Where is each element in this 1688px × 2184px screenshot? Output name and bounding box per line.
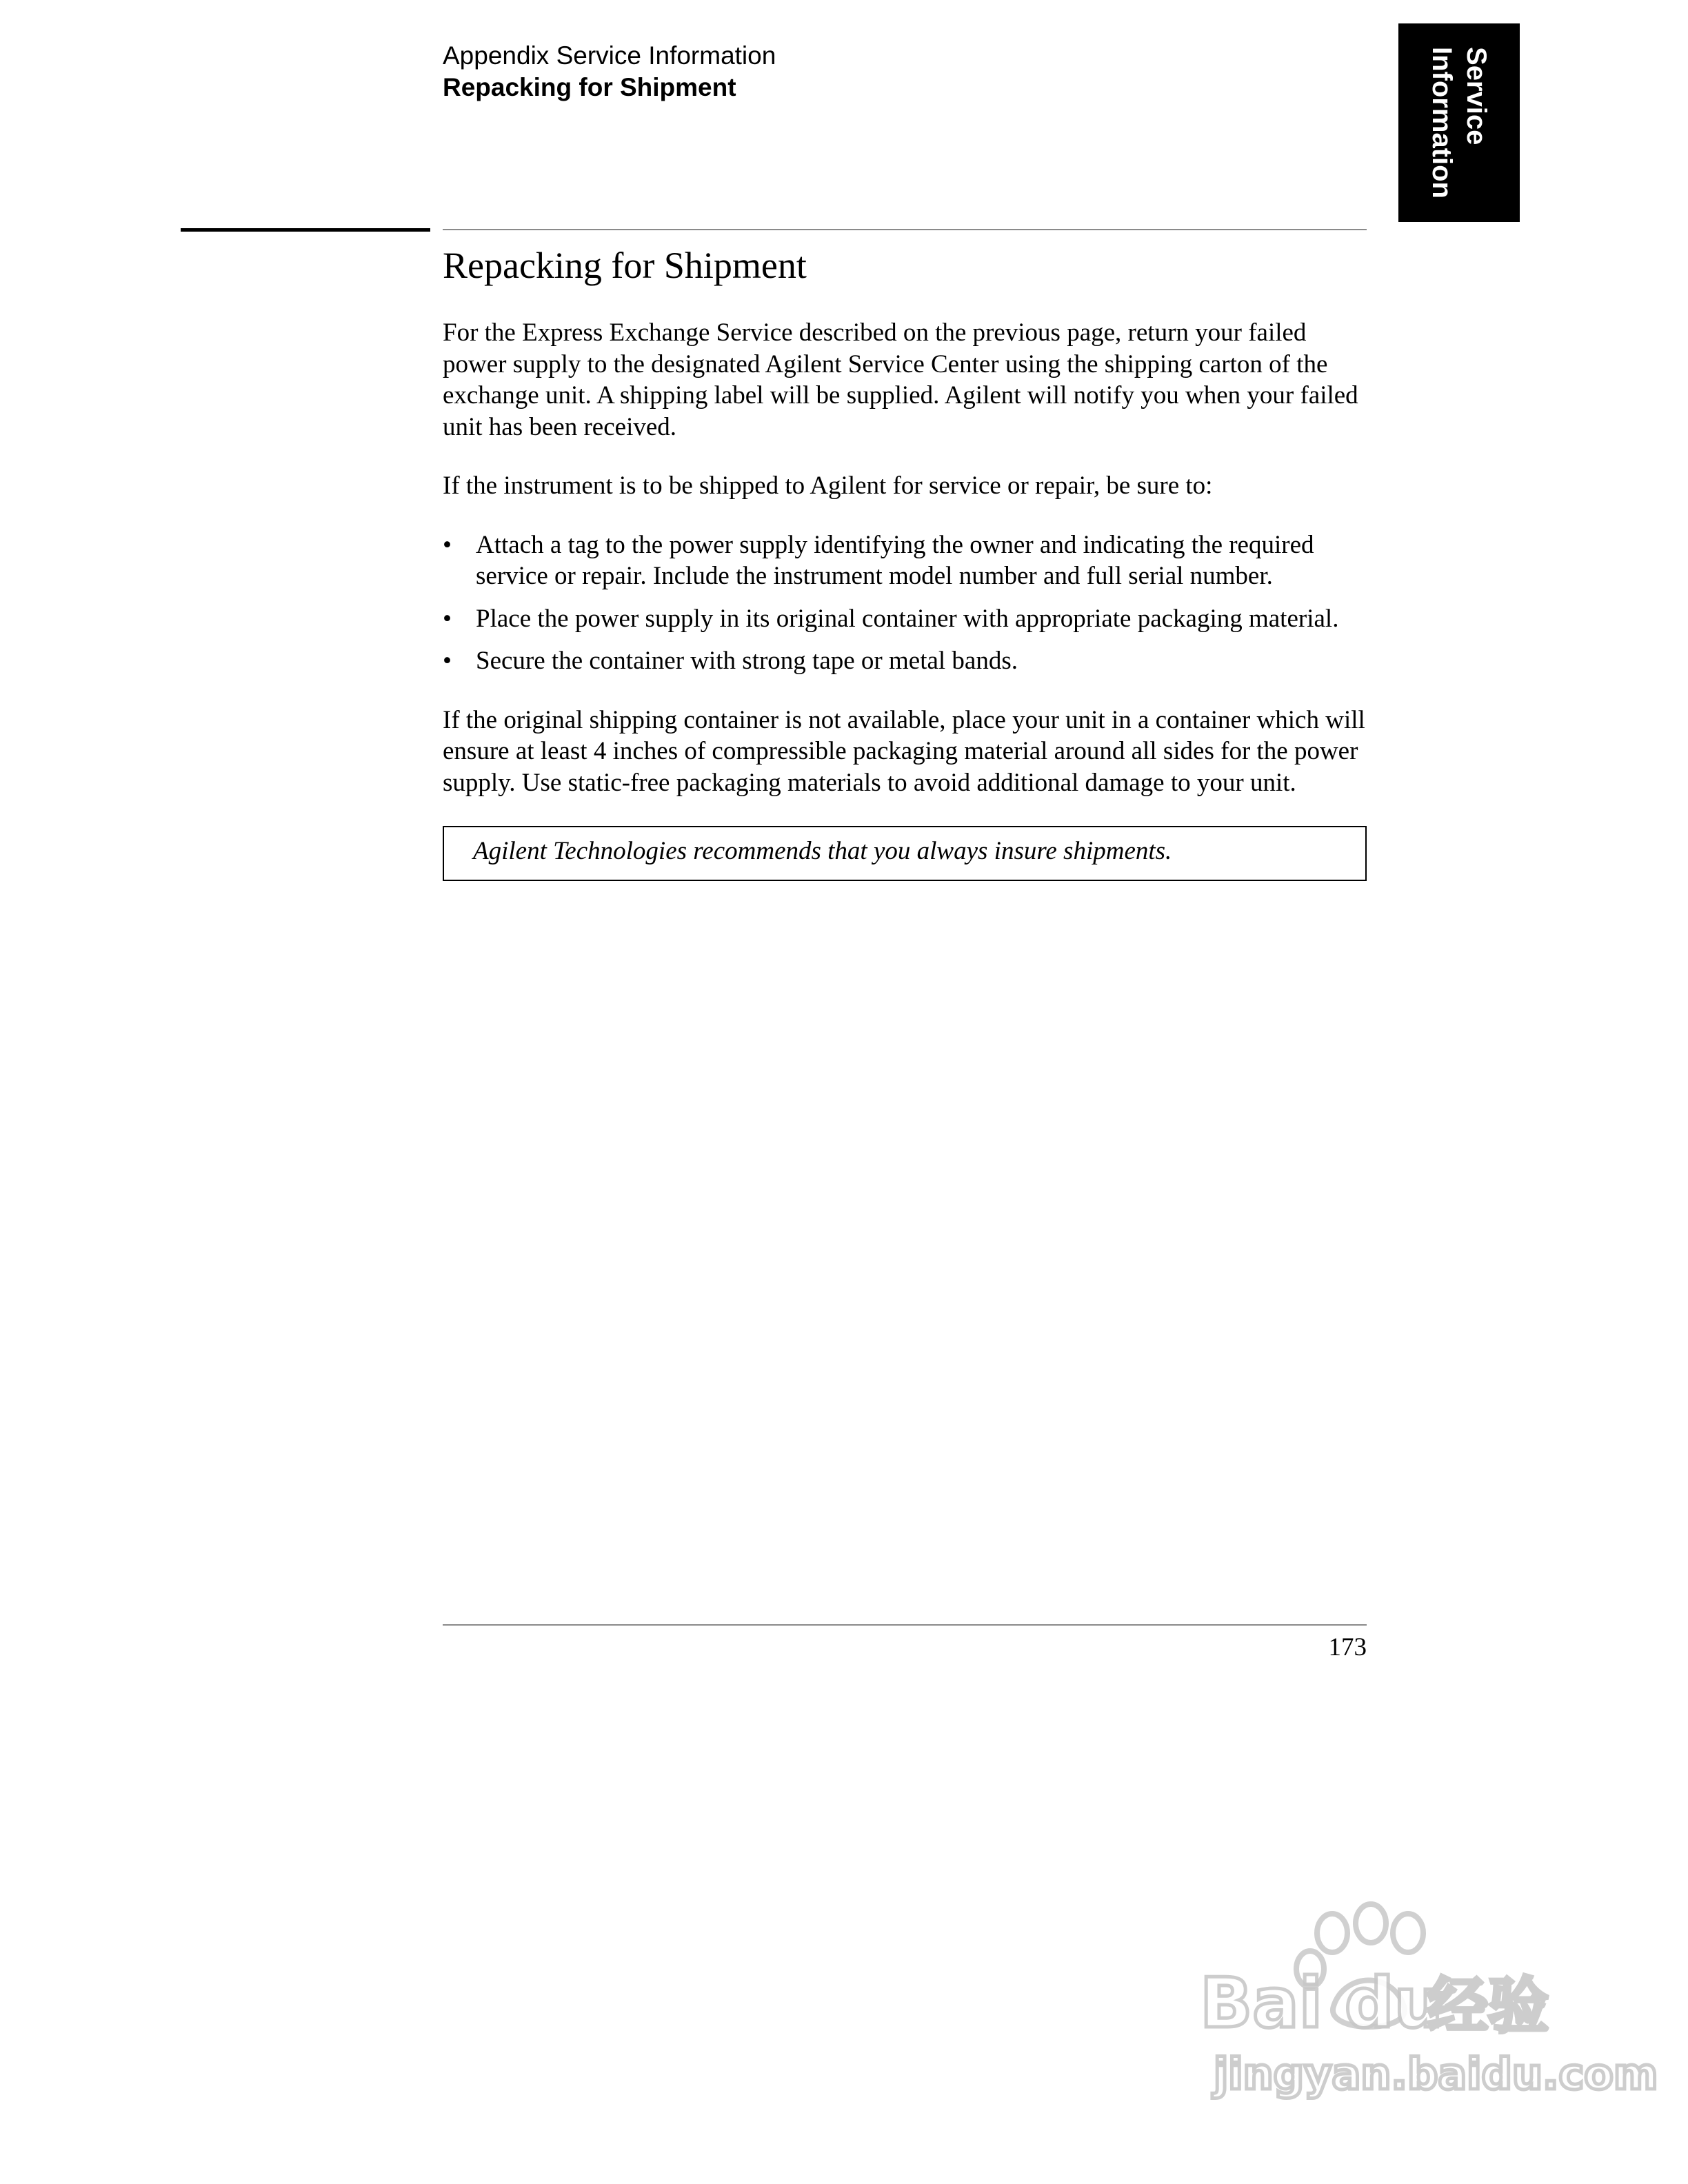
- bullet-icon: •: [443, 530, 452, 559]
- side-tab-line-2: Information: [1427, 47, 1457, 199]
- svg-text:Bai: Bai: [1200, 1963, 1323, 2043]
- shipping-checklist: [443, 529, 1367, 677]
- list-item: [443, 529, 1367, 592]
- paragraph-shipping-intro: If the instrument is to be shipped to Agilent for service or repair, be sure to:: [443, 472, 1213, 500]
- footer-divider: [443, 1624, 1367, 1626]
- svg-text:经验: 经验: [1427, 1970, 1549, 2041]
- section-title: Repacking for Shipment: [443, 245, 807, 286]
- running-header: [443, 40, 776, 103]
- paragraph-container-advice: If the original shipping container is not available, place your unit in a container which will ensure at least 4 inches of compressible packaging material around all sides for the power supply. Use static-free packaging materials to avoid additional damage to your unit.: [443, 705, 1365, 797]
- baidu-watermark: [1186, 1903, 1658, 2110]
- paw-icon: [1186, 1903, 1658, 2110]
- section-divider-thick: [181, 228, 430, 232]
- list-item-text: Place the power supply in its original container with appropriate packaging material.: [476, 604, 1339, 633]
- main-content: [443, 243, 1367, 881]
- header-page-title: Repacking for Shipment: [443, 73, 736, 101]
- svg-text:jingyan.baidu.com: jingyan.baidu.com: [1214, 2049, 1658, 2099]
- note-text: Agilent Technologies recommends that you always insure shipments.: [473, 837, 1172, 865]
- list-item: [443, 645, 1367, 677]
- side-tab-label: [1425, 47, 1494, 199]
- chapter-side-tab: [1398, 23, 1520, 222]
- page-number: 173: [1328, 1633, 1367, 1661]
- section-divider-thin: [443, 229, 1367, 230]
- list-item-text: Attach a tag to the power supply identifying the owner and indicating the required service or repair. Include the instrument model number and full serial number.: [476, 530, 1314, 590]
- note-box: [443, 826, 1367, 881]
- svg-text:du: du: [1345, 1963, 1443, 2043]
- bullet-icon: •: [443, 647, 452, 675]
- list-item-text: Secure the container with strong tape or metal bands.: [476, 647, 1018, 675]
- header-section-label: Appendix Service Information: [443, 41, 776, 70]
- list-item: [443, 603, 1367, 635]
- bullet-icon: •: [443, 604, 452, 633]
- side-tab-line-1: Service: [1461, 47, 1491, 145]
- paragraph-express-exchange: For the Express Exchange Service described on the previous page, return your failed power supply to the designated Agilent Service Center using the shipping carton of the exchange unit. A shipping label will be supplied. Agilent will notify you when your failed unit has been received.: [443, 318, 1358, 441]
